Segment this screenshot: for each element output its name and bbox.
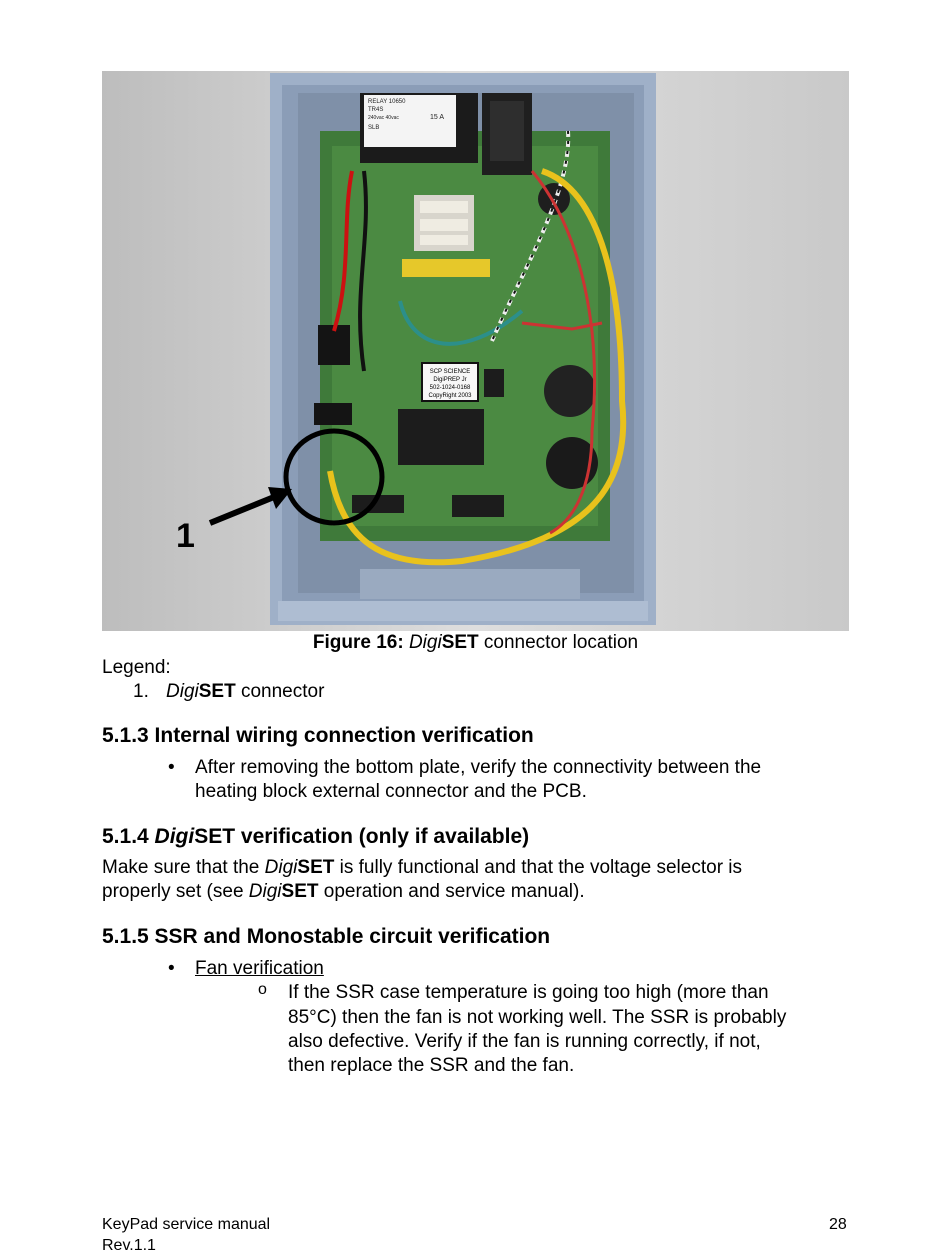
connector-block: [314, 403, 352, 425]
section-heading-5-1-4: [102, 825, 529, 849]
figure-caption: [102, 632, 849, 654]
caption-digi: Digi: [408, 632, 442, 653]
relay-label-line: 15 A: [430, 114, 445, 121]
text: operation and service manual).: [318, 881, 585, 902]
bullet-icon: •: [168, 958, 175, 979]
text: properly set (see: [102, 881, 249, 902]
set: SET: [297, 857, 335, 878]
section-5-1-3-bullet-line: heating block external connector and the PCB.: [195, 781, 587, 802]
digi: Digi: [248, 881, 282, 902]
relay-label-line: RELAY 10650: [368, 99, 406, 105]
caption-rest: connector location: [478, 632, 639, 653]
microcontroller-chip: [398, 409, 484, 465]
heading-number: 5.1.4: [102, 825, 155, 848]
legend-item-number: 1.: [133, 681, 149, 702]
pcb-label-line: CopyRight 2003: [428, 393, 472, 399]
caption-prefix: Figure 16:: [312, 632, 404, 653]
sub-bullet-line: then replace the SSR and the fan.: [288, 1055, 575, 1076]
sub-bullet-line: If the SSR case temperature is going too high (more than: [288, 982, 769, 1003]
relay-module: [360, 93, 532, 175]
pcb-label-sticker: [422, 363, 478, 401]
sub-bullet-icon: o: [258, 981, 267, 998]
legend-item-digi: Digi: [166, 681, 199, 702]
section-heading-5-1-3: 5.1.3 Internal wiring connection verification: [102, 724, 534, 747]
relay-label-line: TR4S: [368, 107, 384, 113]
heading-rest: SET verification (only if available): [194, 825, 530, 848]
legend-item: [166, 680, 324, 704]
pcb-label-line: DigiPREP Jr: [433, 377, 467, 383]
footer-manual-title: KeyPad service manual: [102, 1216, 271, 1233]
section-5-1-3-bullet-line: After removing the bottom plate, verify the connectivity between the: [195, 757, 762, 778]
sub-bullet-line: 85°C) then the fan is not working well. The SSR is probably: [288, 1007, 787, 1028]
footer-revision: Rev.1.1: [102, 1237, 156, 1254]
sub-bullet-line: also defective. Verify if the fan is running correctly, if not,: [288, 1031, 761, 1052]
relay-label-line: 240vac 40vac: [368, 115, 399, 121]
digi: Digi: [264, 857, 298, 878]
pcb-label-line: SCP SCIENCE: [429, 369, 471, 375]
footer-page-number: 28: [829, 1216, 847, 1233]
battery-holder: [544, 365, 596, 417]
set: SET: [281, 881, 319, 902]
section-5-1-5-bullet: [195, 957, 324, 981]
section-heading-5-1-5: 5.1.5 SSR and Monostable circuit verification: [102, 925, 551, 948]
heading-digi: Digi: [154, 825, 195, 848]
text: Make sure that the: [102, 857, 265, 878]
pcb-label-line: 502-1024-0168: [429, 385, 471, 391]
text: is fully functional and that the voltage selector is: [334, 857, 743, 878]
section-5-1-4-paragraph-line: [102, 856, 742, 880]
ic-chip: [452, 495, 504, 517]
legend-item-set: SET: [198, 681, 236, 702]
legend-item-rest: connector: [235, 681, 325, 702]
ic-chip: [484, 369, 504, 397]
caption-set: SET: [441, 632, 479, 653]
bullet-icon: •: [168, 757, 175, 778]
figure-photo-pcb-enclosure: [102, 71, 849, 631]
fan-verification-label: Fan verification: [195, 958, 324, 979]
section-5-1-4-paragraph-line: [102, 880, 585, 904]
relay-label-line: SLB: [368, 125, 380, 131]
legend-title: Legend:: [102, 657, 171, 678]
callout-number: 1: [176, 517, 195, 555]
